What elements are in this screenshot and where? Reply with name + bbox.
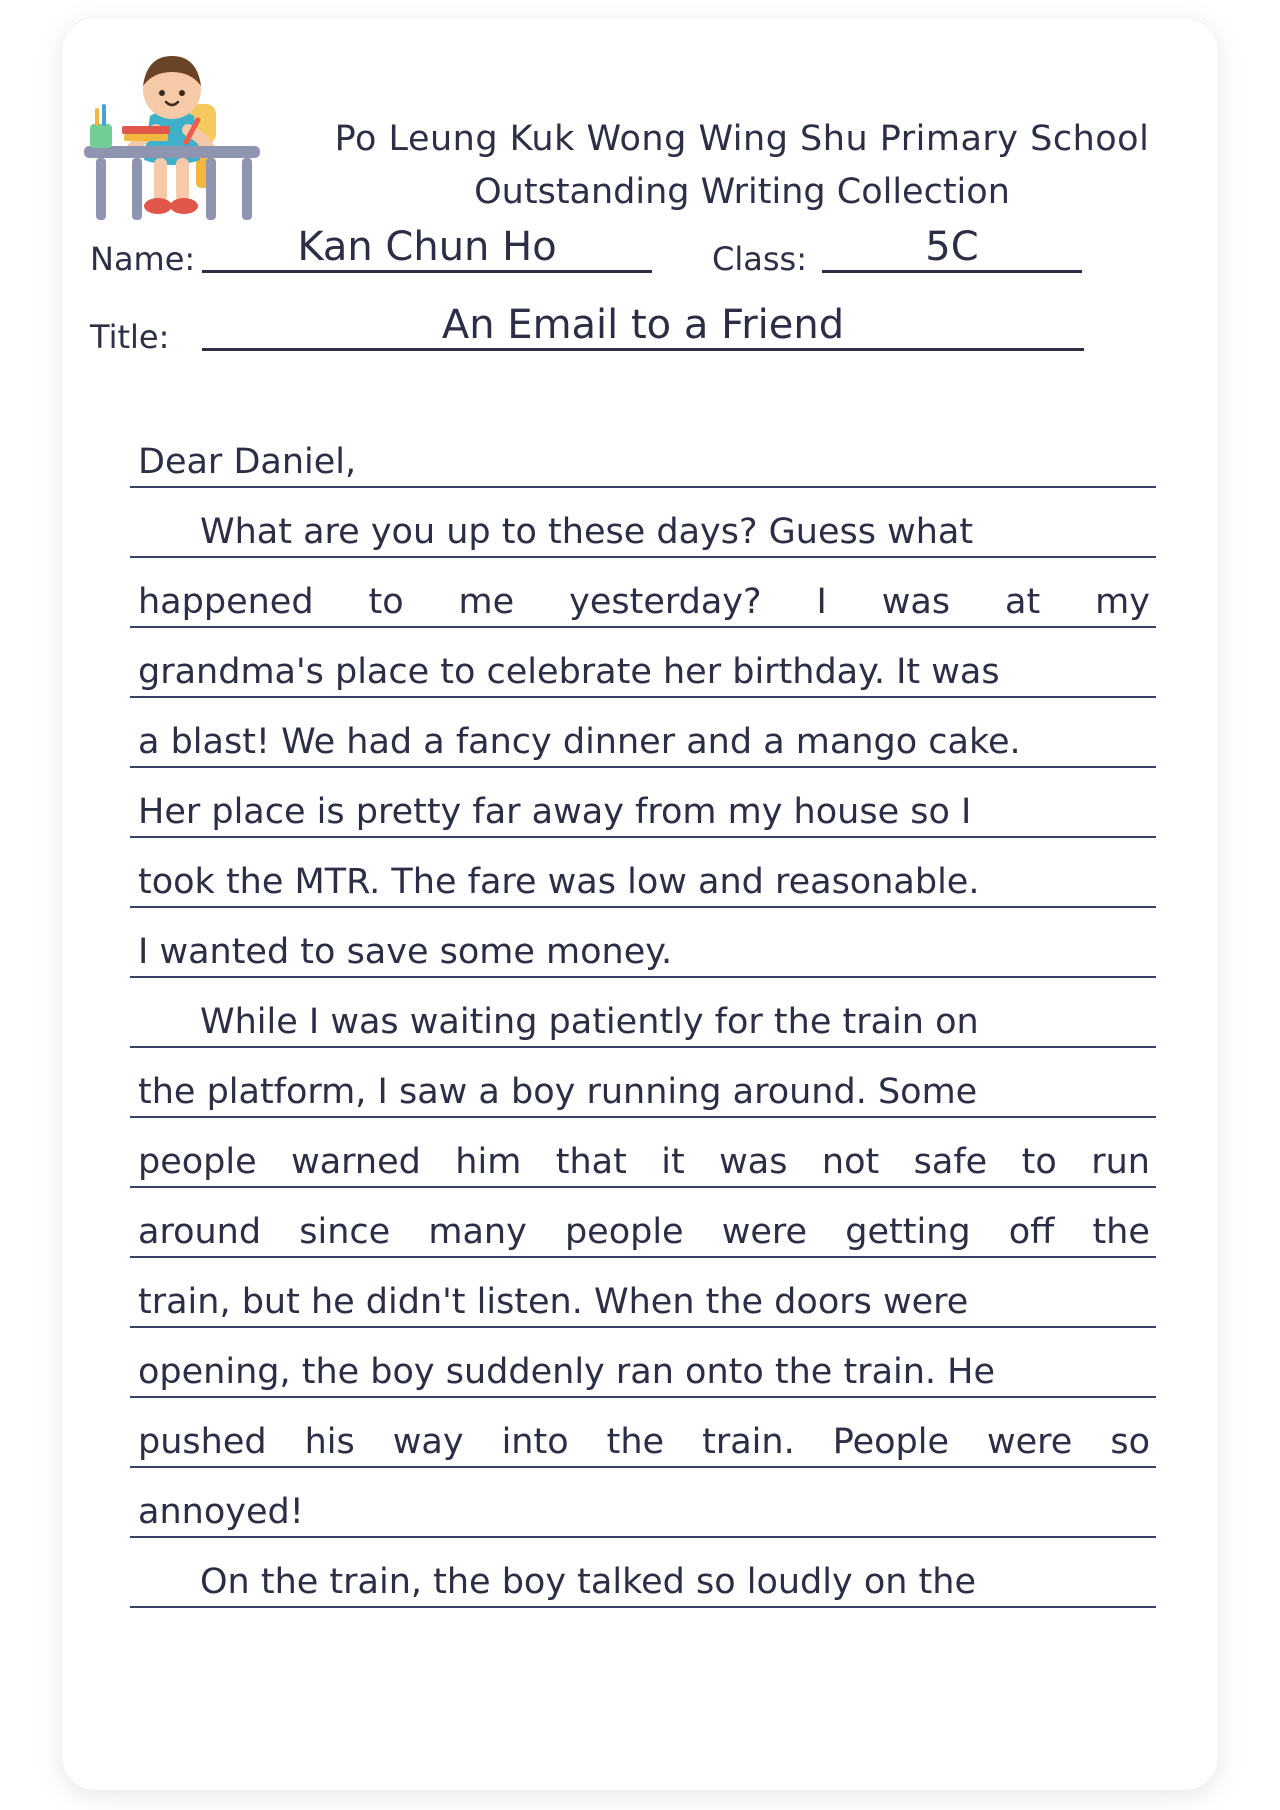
name-label: Name: xyxy=(90,240,196,278)
essay-line-text: On the train, the boy talked so loudly on the xyxy=(200,1562,976,1602)
essay-line xyxy=(130,1538,1156,1608)
essay-word: were xyxy=(987,1422,1073,1462)
essay-word: the xyxy=(606,1422,665,1462)
essay-word: it xyxy=(661,1142,685,1182)
essay-line xyxy=(130,908,1156,978)
student-writing-at-desk-icon xyxy=(70,38,280,228)
essay-word: was xyxy=(719,1142,788,1182)
worksheet-header xyxy=(62,18,1218,356)
essay-word: his xyxy=(304,1422,355,1462)
essay-word: to xyxy=(1021,1142,1057,1182)
essay-word: to xyxy=(368,582,404,622)
essay-word: into xyxy=(501,1422,569,1462)
essay-line xyxy=(130,978,1156,1048)
essay-word: around xyxy=(138,1212,262,1252)
essay-line-text: While I was waiting patiently for the train on xyxy=(200,1002,979,1042)
essay-line xyxy=(130,1468,1156,1538)
essay-line xyxy=(130,1328,1156,1398)
essay-word: happened xyxy=(138,582,314,622)
essay-line xyxy=(130,1048,1156,1118)
essay-line-text: Her place is pretty far away from my house so I xyxy=(138,792,972,832)
essay-line xyxy=(130,488,1156,558)
student-info-row xyxy=(62,226,1218,278)
essay-line-text xyxy=(138,1142,1150,1182)
essay-word: the xyxy=(1092,1212,1150,1252)
essay-word: off xyxy=(1008,1212,1055,1252)
class-label: Class: xyxy=(712,240,807,278)
essay-line-text: the platform, I saw a boy running around. Some xyxy=(138,1072,978,1112)
essay-word: getting xyxy=(845,1212,971,1252)
worksheet-sheet xyxy=(62,18,1218,1790)
essay-line-text: train, but he didn't listen. When the doors were xyxy=(138,1282,969,1322)
essay-word: many xyxy=(428,1212,527,1252)
essay-word: safe xyxy=(913,1142,988,1182)
essay-word: way xyxy=(392,1422,464,1462)
essay-word: not xyxy=(821,1142,880,1182)
essay-word: at xyxy=(1005,582,1041,622)
essay-word: that xyxy=(555,1142,627,1182)
collection-subtitle: Outstanding Writing Collection xyxy=(474,172,1010,212)
essay-line xyxy=(130,1118,1156,1188)
essay-line-text xyxy=(138,1422,1150,1462)
essay-word: him xyxy=(455,1142,522,1182)
essay-line-text xyxy=(138,582,1150,622)
essay-line-text: annoyed! xyxy=(138,1492,304,1532)
essay-line-text: took the MTR. The fare was low and reasonable. xyxy=(138,862,980,902)
essay-word: train. xyxy=(702,1422,795,1462)
essay-word: so xyxy=(1110,1422,1150,1462)
essay-word: People xyxy=(832,1422,949,1462)
essay-line xyxy=(130,418,1156,488)
essay-line-text: What are you up to these days? Guess what xyxy=(200,512,974,552)
essay-word: my xyxy=(1095,582,1150,622)
essay-line-text: a blast! We had a fancy dinner and a mango cake. xyxy=(138,722,1021,762)
essay-line-text: opening, the boy suddenly ran onto the train. He xyxy=(138,1352,996,1392)
school-name: Po Leung Kuk Wong Wing Shu Primary School xyxy=(334,119,1150,159)
essay-line xyxy=(130,768,1156,838)
essay-word: me xyxy=(458,582,515,622)
essay-line xyxy=(130,1258,1156,1328)
essay-line-text: grandma's place to celebrate her birthday. It was xyxy=(138,652,1000,692)
essay-line xyxy=(130,838,1156,908)
title-label: Title: xyxy=(90,318,170,356)
essay-word: warned xyxy=(291,1142,421,1182)
essay-line xyxy=(130,1188,1156,1258)
essay-word: were xyxy=(721,1212,808,1252)
essay-word: people xyxy=(564,1212,684,1252)
essay-word: people xyxy=(138,1142,257,1182)
essay-line xyxy=(130,698,1156,768)
title-field[interactable]: An Email to a Friend xyxy=(202,304,1084,351)
essay-word: was xyxy=(881,582,951,622)
essay-line-text: I wanted to save some money. xyxy=(138,932,673,972)
essay-body xyxy=(62,418,1218,1608)
essay-line-text xyxy=(138,1212,1150,1252)
essay-word: I xyxy=(816,582,827,622)
essay-word: pushed xyxy=(138,1422,267,1462)
essay-line xyxy=(130,628,1156,698)
essay-word: run xyxy=(1091,1142,1150,1182)
name-field[interactable]: Kan Chun Ho xyxy=(202,226,652,273)
essay-word: yesterday? xyxy=(569,582,762,622)
class-field[interactable]: 5C xyxy=(822,226,1082,273)
essay-line xyxy=(130,1398,1156,1468)
essay-word: since xyxy=(299,1212,391,1252)
essay-line-text: Dear Daniel, xyxy=(138,442,357,482)
essay-line xyxy=(130,558,1156,628)
